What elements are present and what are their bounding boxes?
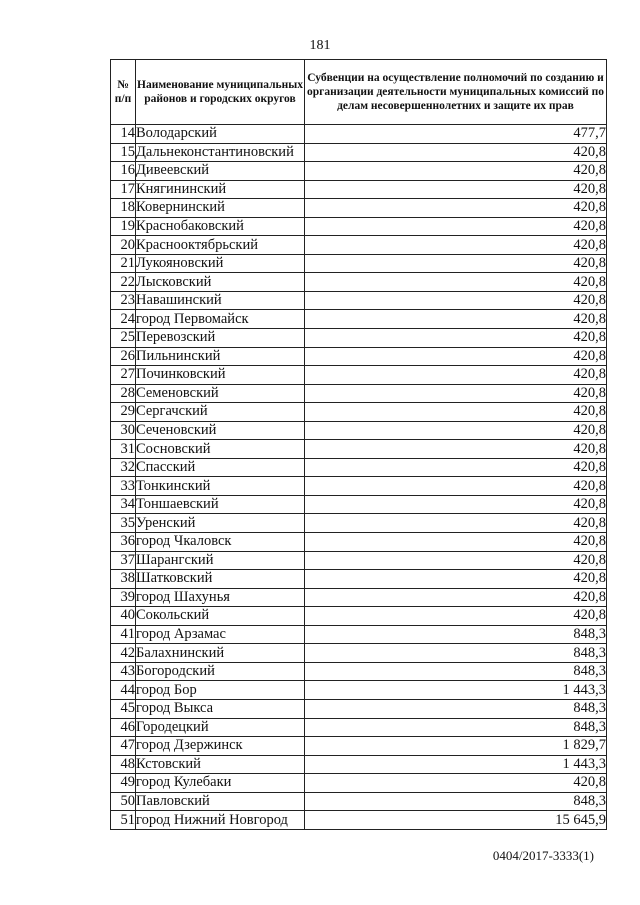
- row-number: 39: [111, 588, 136, 607]
- municipality-name: город Чкаловск: [136, 533, 305, 552]
- subsidy-value: 1 443,3: [305, 755, 607, 774]
- municipality-name: Починковский: [136, 366, 305, 385]
- row-number: 20: [111, 236, 136, 255]
- table-row: [111, 607, 607, 626]
- row-number: 16: [111, 162, 136, 181]
- municipality-name: Володарский: [136, 125, 305, 144]
- subsidy-value: 420,8: [305, 551, 607, 570]
- page-number: 181: [309, 38, 331, 53]
- row-number: 28: [111, 384, 136, 403]
- row-number: 48: [111, 755, 136, 774]
- municipality-name: Сокольский: [136, 607, 305, 626]
- table-row: [111, 811, 607, 830]
- subsidy-value: 420,8: [305, 458, 607, 477]
- table-row: [111, 329, 607, 348]
- row-number: 19: [111, 217, 136, 236]
- table-row: [111, 792, 607, 811]
- subsidy-value: 420,8: [305, 384, 607, 403]
- subsidy-value: 420,8: [305, 403, 607, 422]
- subsidy-value: 848,3: [305, 644, 607, 663]
- municipality-name: Дивеевский: [136, 162, 305, 181]
- subsidy-value: 420,8: [305, 180, 607, 199]
- subsidy-value: 1 443,3: [305, 681, 607, 700]
- table-row: [111, 273, 607, 292]
- table-row: [111, 755, 607, 774]
- table-row: [111, 421, 607, 440]
- row-number: 46: [111, 718, 136, 737]
- table-row: [111, 514, 607, 533]
- subsidy-value: 848,3: [305, 625, 607, 644]
- subsidy-value: 15 645,9: [305, 811, 607, 830]
- subsidy-value: 420,8: [305, 588, 607, 607]
- municipality-name: Семеновский: [136, 384, 305, 403]
- row-number: 15: [111, 143, 136, 162]
- row-number: 23: [111, 291, 136, 310]
- municipality-name: Пильнинский: [136, 347, 305, 366]
- municipality-name: Уренский: [136, 514, 305, 533]
- subsidy-value: 848,3: [305, 718, 607, 737]
- table-row: [111, 737, 607, 756]
- row-number: 32: [111, 458, 136, 477]
- subsidy-value: 420,8: [305, 366, 607, 385]
- municipality-name: город Первомайск: [136, 310, 305, 329]
- subsidy-value: 1 829,7: [305, 737, 607, 756]
- row-number: 47: [111, 737, 136, 756]
- row-number: 25: [111, 329, 136, 348]
- municipality-name: Шатковский: [136, 570, 305, 589]
- subsidy-value: 477,7: [305, 125, 607, 144]
- row-number: 30: [111, 421, 136, 440]
- subsidy-value: 420,8: [305, 477, 607, 496]
- municipality-name: город Нижний Новгород: [136, 811, 305, 830]
- subsidy-value: 420,8: [305, 421, 607, 440]
- table-row: [111, 217, 607, 236]
- subsidy-value: 420,8: [305, 607, 607, 626]
- header-name: Наименование муниципальных районов и городских округов: [136, 60, 305, 125]
- table-header-row: [111, 60, 607, 125]
- municipality-name: Павловский: [136, 792, 305, 811]
- table-row: [111, 403, 607, 422]
- table-row: [111, 570, 607, 589]
- table-row: [111, 440, 607, 459]
- row-number: 33: [111, 477, 136, 496]
- municipality-name: Краснооктябрьский: [136, 236, 305, 255]
- row-number: 44: [111, 681, 136, 700]
- municipality-name: Богородский: [136, 662, 305, 681]
- municipality-name: Лукояновский: [136, 254, 305, 273]
- municipality-name: Балахнинский: [136, 644, 305, 663]
- row-number: 29: [111, 403, 136, 422]
- table-row: [111, 533, 607, 552]
- subsidy-value: 420,8: [305, 495, 607, 514]
- subsidy-value: 420,8: [305, 236, 607, 255]
- row-number: 40: [111, 607, 136, 626]
- municipality-name: Сергачский: [136, 403, 305, 422]
- table-row: [111, 347, 607, 366]
- table-row: [111, 199, 607, 218]
- row-number: 35: [111, 514, 136, 533]
- row-number: 49: [111, 774, 136, 793]
- row-number: 41: [111, 625, 136, 644]
- row-number: 42: [111, 644, 136, 663]
- municipality-name: город Шахунья: [136, 588, 305, 607]
- row-number: 50: [111, 792, 136, 811]
- row-number: 24: [111, 310, 136, 329]
- municipality-name: город Бор: [136, 681, 305, 700]
- row-number: 18: [111, 199, 136, 218]
- table-row: [111, 699, 607, 718]
- subsidy-value: 848,3: [305, 699, 607, 718]
- table-row: [111, 551, 607, 570]
- municipality-name: Спасский: [136, 458, 305, 477]
- table-row: [111, 588, 607, 607]
- table-row: [111, 774, 607, 793]
- table-row: [111, 291, 607, 310]
- table-row: [111, 718, 607, 737]
- subsidy-value: 420,8: [305, 162, 607, 181]
- subsidy-value: 420,8: [305, 199, 607, 218]
- municipality-name: Перевозский: [136, 329, 305, 348]
- municipality-name: Ковернинский: [136, 199, 305, 218]
- row-number: 36: [111, 533, 136, 552]
- document-code: 0404/2017-3333(1): [492, 848, 594, 863]
- header-num: № п/п: [111, 60, 136, 125]
- municipality-name: Навашинский: [136, 291, 305, 310]
- row-number: 21: [111, 254, 136, 273]
- table-row: [111, 644, 607, 663]
- subsidy-value: 420,8: [305, 143, 607, 162]
- row-number: 17: [111, 180, 136, 199]
- subsidy-value: 420,8: [305, 329, 607, 348]
- row-number: 14: [111, 125, 136, 144]
- table-row: [111, 384, 607, 403]
- table-row: [111, 681, 607, 700]
- subsidy-table: [110, 59, 607, 830]
- municipality-name: Краснобаковский: [136, 217, 305, 236]
- municipality-name: Сеченовский: [136, 421, 305, 440]
- subsidy-value: 420,8: [305, 217, 607, 236]
- municipality-name: Кстовский: [136, 755, 305, 774]
- row-number: 43: [111, 662, 136, 681]
- row-number: 34: [111, 495, 136, 514]
- table-row: [111, 625, 607, 644]
- municipality-name: город Кулебаки: [136, 774, 305, 793]
- subsidy-value: 420,8: [305, 774, 607, 793]
- row-number: 37: [111, 551, 136, 570]
- table-row: [111, 366, 607, 385]
- municipality-name: Тонкинский: [136, 477, 305, 496]
- subsidy-value: 848,3: [305, 662, 607, 681]
- table-row: [111, 125, 607, 144]
- municipality-name: Лысковский: [136, 273, 305, 292]
- table-row: [111, 162, 607, 181]
- municipality-name: город Выкса: [136, 699, 305, 718]
- municipality-name: Сосновский: [136, 440, 305, 459]
- row-number: 45: [111, 699, 136, 718]
- table-row: [111, 143, 607, 162]
- subsidy-value: 420,8: [305, 291, 607, 310]
- municipality-name: Шарангский: [136, 551, 305, 570]
- subsidy-value: 420,8: [305, 254, 607, 273]
- table-row: [111, 236, 607, 255]
- table-body: [111, 125, 607, 830]
- row-number: 31: [111, 440, 136, 459]
- table-row: [111, 310, 607, 329]
- header-value: Субвенции на осуществление полномочий по созданию и организации деятельности муниципальных комиссий по делам несовершеннолетних и защите их прав: [305, 60, 607, 125]
- table-row: [111, 495, 607, 514]
- row-number: 26: [111, 347, 136, 366]
- table-row: [111, 180, 607, 199]
- table-row: [111, 458, 607, 477]
- row-number: 22: [111, 273, 136, 292]
- row-number: 27: [111, 366, 136, 385]
- municipality-name: Тоншаевский: [136, 495, 305, 514]
- table-row: [111, 662, 607, 681]
- table-row: [111, 254, 607, 273]
- subsidy-value: 420,8: [305, 533, 607, 552]
- subsidy-value: 848,3: [305, 792, 607, 811]
- subsidy-value: 420,8: [305, 514, 607, 533]
- subsidy-value: 420,8: [305, 347, 607, 366]
- table-row: [111, 477, 607, 496]
- subsidy-value: 420,8: [305, 310, 607, 329]
- municipality-name: Дальнеконстантиновский: [136, 143, 305, 162]
- municipality-name: город Дзержинск: [136, 737, 305, 756]
- row-number: 38: [111, 570, 136, 589]
- municipality-name: Княгининский: [136, 180, 305, 199]
- subsidy-value: 420,8: [305, 273, 607, 292]
- subsidy-value: 420,8: [305, 570, 607, 589]
- subsidy-value: 420,8: [305, 440, 607, 459]
- municipality-name: Городецкий: [136, 718, 305, 737]
- municipality-name: город Арзамас: [136, 625, 305, 644]
- row-number: 51: [111, 811, 136, 830]
